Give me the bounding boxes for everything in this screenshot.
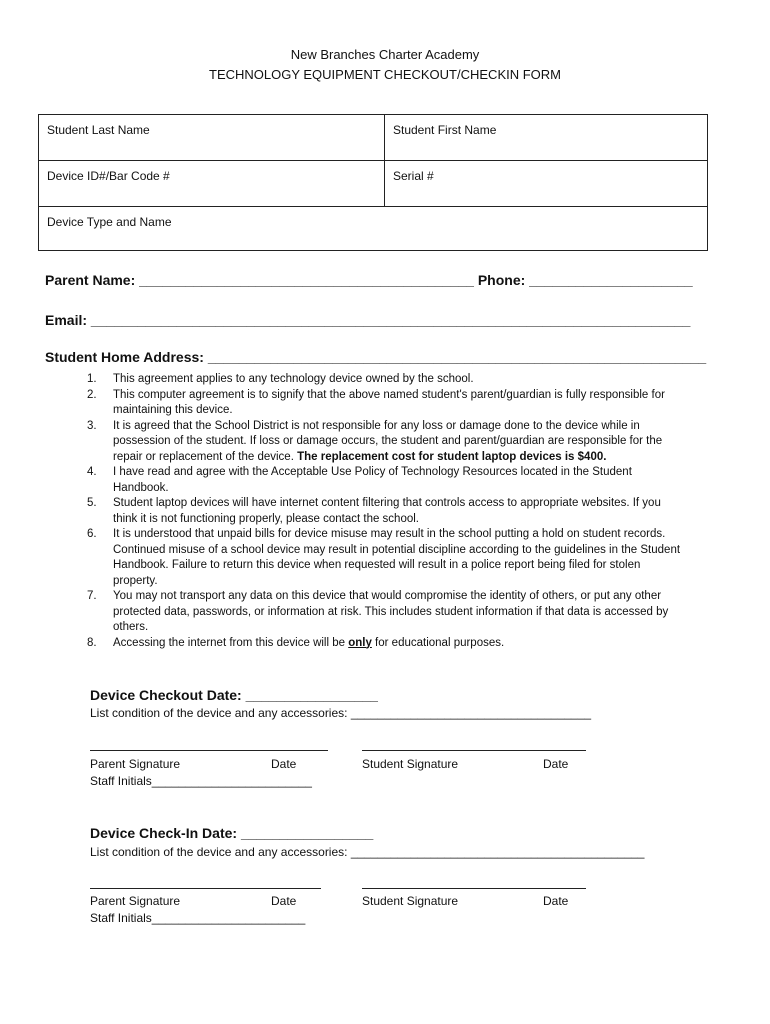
checkout-student-signature-label: Student Signature [362, 757, 459, 771]
device-id-field[interactable] [39, 161, 385, 207]
term-item: 5. Student laptop devices will have internet content filtering that controls access to appropriate websites. If you think it is not functioning properly, please contact the school. [87, 497, 661, 525]
checkin-staff-initials-field[interactable]: Staff Initials_______________________ [90, 911, 306, 925]
term-item: 2. This computer agreement is to signify that the above named student's parent/guardian is fully responsible for maintaining this device. [87, 388, 665, 416]
only-emphasis: only [348, 636, 372, 649]
checkout-parent-signature-label: Parent Signature [90, 757, 181, 771]
term-item: 8. Accessing the internet from this device will be only for educational purposes. [87, 636, 505, 649]
checkin-student-signature-label: Student Signature [362, 894, 459, 908]
replacement-cost-note: The replacement cost for student laptop devices is $400. [297, 450, 607, 463]
serial-field[interactable] [385, 161, 707, 207]
student-first-name-field[interactable] [385, 115, 707, 161]
parent-name-phone-field[interactable]: Parent Name: ___________________________________________ Phone: _____________________ [45, 272, 693, 288]
term-item: 3. It is agreed that the School District is not responsible for any loss or damage done to the device while in possession of the student. If loss or damage occurs, the student and parent/guardian are responsible for the repair or replacement of the device. The replacement cost for student laptop devices is $400. [87, 419, 663, 463]
checkout-parent-signature-line[interactable] [90, 750, 328, 751]
student-last-name-label: Student Last Name [47, 123, 150, 137]
checkin-parent-signature-label: Parent Signature [90, 894, 181, 908]
agreement-terms-list [87, 372, 687, 651]
device-id-label: Device ID#/Bar Code # [47, 169, 170, 183]
checkin-date-label-2: Date [543, 894, 569, 908]
checkin-parent-signature-line[interactable] [90, 888, 321, 889]
school-name: New Branches Charter Academy [290, 47, 480, 62]
email-field[interactable]: Email: _____________________________________________________________________________ [45, 312, 691, 328]
term-item: 4. I have read and agree with the Acceptable Use Policy of Technology Resources located in the Student Handbook. [87, 466, 632, 494]
student-info-table [38, 114, 708, 251]
term-item: 7. You may not transport any data on this device that would compromise the identity of others, or put any other protected data, passwords, or information at risk. This includes student information if that data is accessed by others. [87, 590, 669, 633]
term-item: 6. It is understood that unpaid bills for device misuse may result in the school putting a hold on student records. Continued misuse of a school device may result in potential discipline according to the guidelines in the Student Handbook. Failure to return this device when requested will result in a police report being filed for stolen property. [87, 528, 681, 587]
checkin-date-field[interactable]: Device Check-In Date: _________________ [90, 825, 374, 841]
serial-label: Serial # [393, 169, 434, 183]
checkin-student-signature-line[interactable] [362, 888, 586, 889]
checkout-date-label-1: Date [271, 757, 297, 771]
checkout-staff-initials-field[interactable]: Staff Initials________________________ [90, 774, 312, 788]
device-type-field[interactable] [39, 207, 707, 250]
checkin-date-label-1: Date [271, 894, 297, 908]
form-title: TECHNOLOGY EQUIPMENT CHECKOUT/CHECKIN FORM [209, 67, 561, 82]
checkout-date-field[interactable]: Device Checkout Date: _________________ [90, 687, 378, 703]
checkin-condition-field[interactable]: List condition of the device and any accessories: ____________________________________________ [90, 845, 645, 859]
term-item: 1. This agreement applies to any technology device owned by the school. [87, 373, 474, 385]
checkout-date-label-2: Date [543, 757, 569, 771]
device-type-label: Device Type and Name [47, 215, 172, 229]
checkout-student-signature-line[interactable] [362, 750, 586, 751]
student-last-name-field[interactable] [39, 115, 385, 161]
checkout-condition-field[interactable]: List condition of the device and any accessories: ____________________________________ [90, 706, 592, 720]
student-first-name-label: Student First Name [393, 123, 497, 137]
home-address-field[interactable]: Student Home Address: ________________________________________________________________ [45, 349, 707, 365]
